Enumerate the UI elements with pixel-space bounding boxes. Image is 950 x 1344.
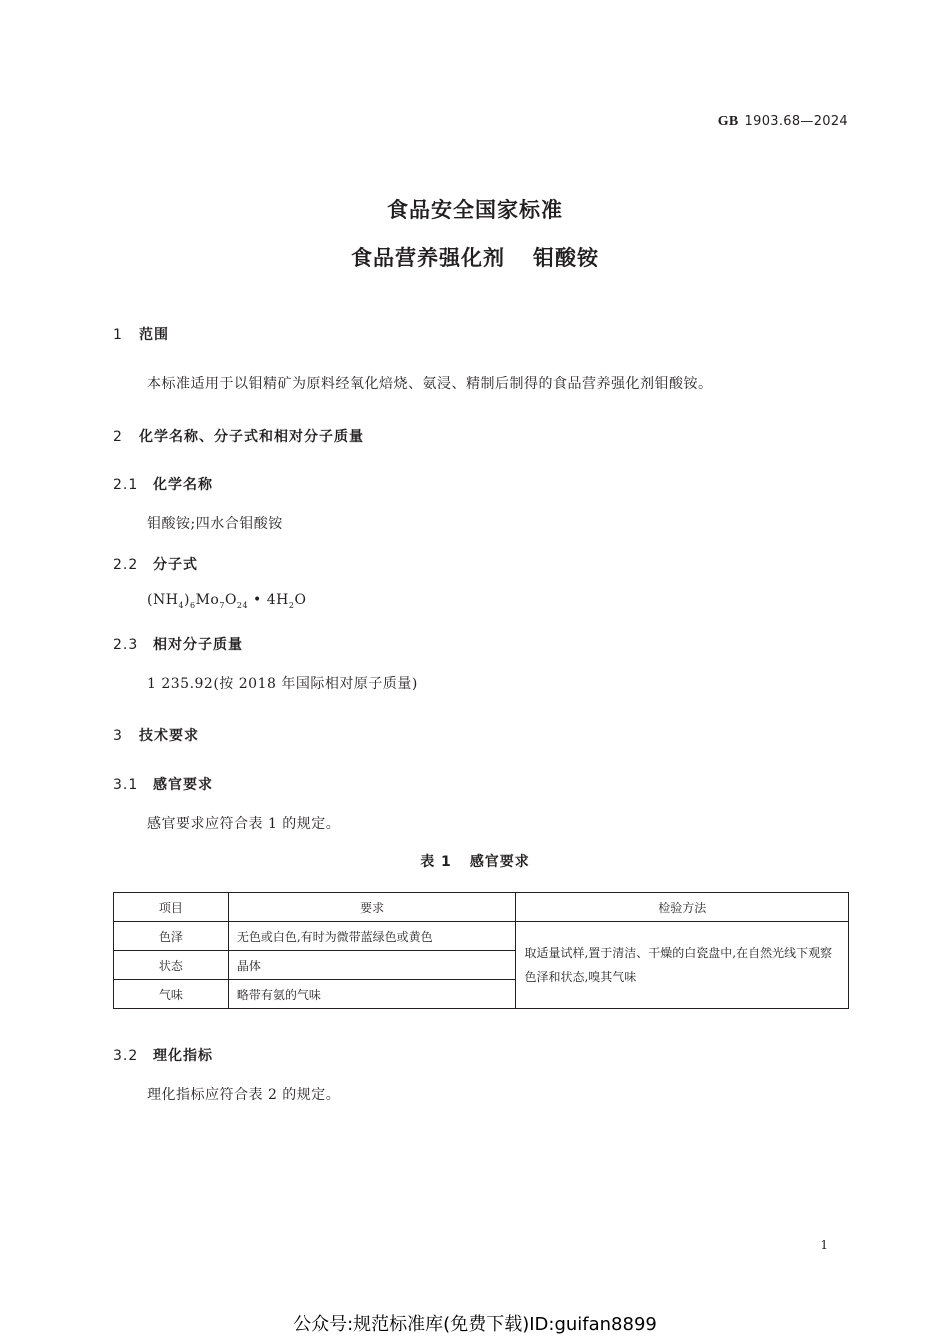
document-title: 食品安全国家标准 — [387, 198, 563, 222]
table-label: 表 1 — [420, 854, 452, 870]
physicochemical-index-text: 理化指标应符合表 2 的规定。 — [147, 1087, 341, 1103]
standard-prefix: GB — [717, 114, 739, 129]
column-header-method: 检验方法 — [516, 893, 849, 922]
section-2-2-heading — [113, 554, 198, 574]
molecular-mass-text: 1 235.92(按 2018 年国际相对原子质量) — [147, 676, 418, 692]
section-number: 2.3 — [113, 637, 139, 653]
cell-item: 气味 — [114, 980, 229, 1009]
molecular-formula — [147, 592, 306, 610]
section-number: 1 — [113, 327, 123, 343]
section-number: 2 — [113, 429, 123, 445]
section-3-2-heading — [113, 1045, 213, 1065]
column-header-requirement: 要求 — [228, 893, 516, 922]
formula-subscript: 6 — [189, 600, 196, 610]
standard-number: 1903.68—2024 — [744, 114, 848, 129]
subtitle-substance: 钼酸铵 — [533, 246, 599, 270]
section-2-heading — [113, 426, 364, 446]
table-header-row — [114, 893, 849, 922]
formula-subscript: 7 — [219, 600, 225, 610]
standard-code — [718, 114, 848, 130]
cell-requirement: 晶体 — [228, 951, 516, 980]
section-title: 化学名称 — [153, 477, 213, 493]
formula-subscript: 24 — [236, 600, 249, 610]
formula-part: O — [224, 592, 237, 608]
section-title: 感官要求 — [153, 777, 213, 793]
section-title: 相对分子质量 — [153, 637, 243, 653]
document-subtitle — [0, 242, 950, 272]
formula-part: ) — [184, 592, 190, 608]
section-number: 2.1 — [113, 477, 139, 493]
section-title: 分子式 — [153, 557, 198, 573]
subtitle-category: 食品营养强化剂 — [351, 246, 505, 270]
cell-item: 状态 — [114, 951, 229, 980]
section-title: 理化指标 — [153, 1048, 213, 1064]
formula-part: O — [294, 592, 307, 608]
formula-part: Mo — [195, 592, 220, 608]
section-1-text: 本标准适用于以钼精矿为原料经氧化焙烧、氨浸、精制后制得的食品营养强化剂钼酸铵。 — [147, 376, 713, 392]
table-caption: 感官要求 — [469, 854, 530, 870]
column-header-item: 项目 — [114, 893, 229, 922]
table-row — [114, 922, 849, 951]
cell-method: 取适量试样,置于清洁、干燥的白瓷盘中,在自然光线下观察色泽和状态,嗅其气味 — [516, 922, 849, 1009]
cell-item: 色泽 — [114, 922, 229, 951]
section-1-heading — [113, 324, 169, 344]
sensory-requirement-text: 感官要求应符合表 1 的规定。 — [147, 816, 341, 832]
section-number: 3.1 — [113, 777, 139, 793]
page-number: 1 — [820, 1238, 828, 1252]
section-2-1-heading — [113, 474, 213, 494]
section-title: 技术要求 — [139, 728, 199, 744]
section-number: 3 — [113, 728, 123, 744]
section-3-1-heading — [113, 774, 213, 794]
section-number: 2.2 — [113, 557, 139, 573]
formula-part: • 4H — [248, 592, 289, 608]
section-title: 化学名称、分子式和相对分子质量 — [139, 429, 364, 445]
table-1-title — [0, 851, 950, 871]
cell-requirement: 无色或白色,有时为微带蓝绿色或黄色 — [228, 922, 516, 951]
formula-subscript: 4 — [178, 600, 185, 610]
formula-subscript: 2 — [288, 600, 295, 610]
section-2-3-heading — [113, 634, 243, 654]
formula-part: (NH — [147, 592, 179, 608]
section-3-heading — [113, 725, 199, 745]
chemical-name-text: 钼酸铵;四水合钼酸铵 — [147, 516, 283, 532]
watermark-footer: 公众号:规范标准库(免费下载)ID:guifan8899 — [293, 1314, 657, 1335]
cell-requirement: 略带有氨的气味 — [228, 980, 516, 1009]
sensory-requirements-table — [113, 892, 849, 1009]
section-title: 范围 — [139, 327, 169, 343]
section-number: 3.2 — [113, 1048, 139, 1064]
